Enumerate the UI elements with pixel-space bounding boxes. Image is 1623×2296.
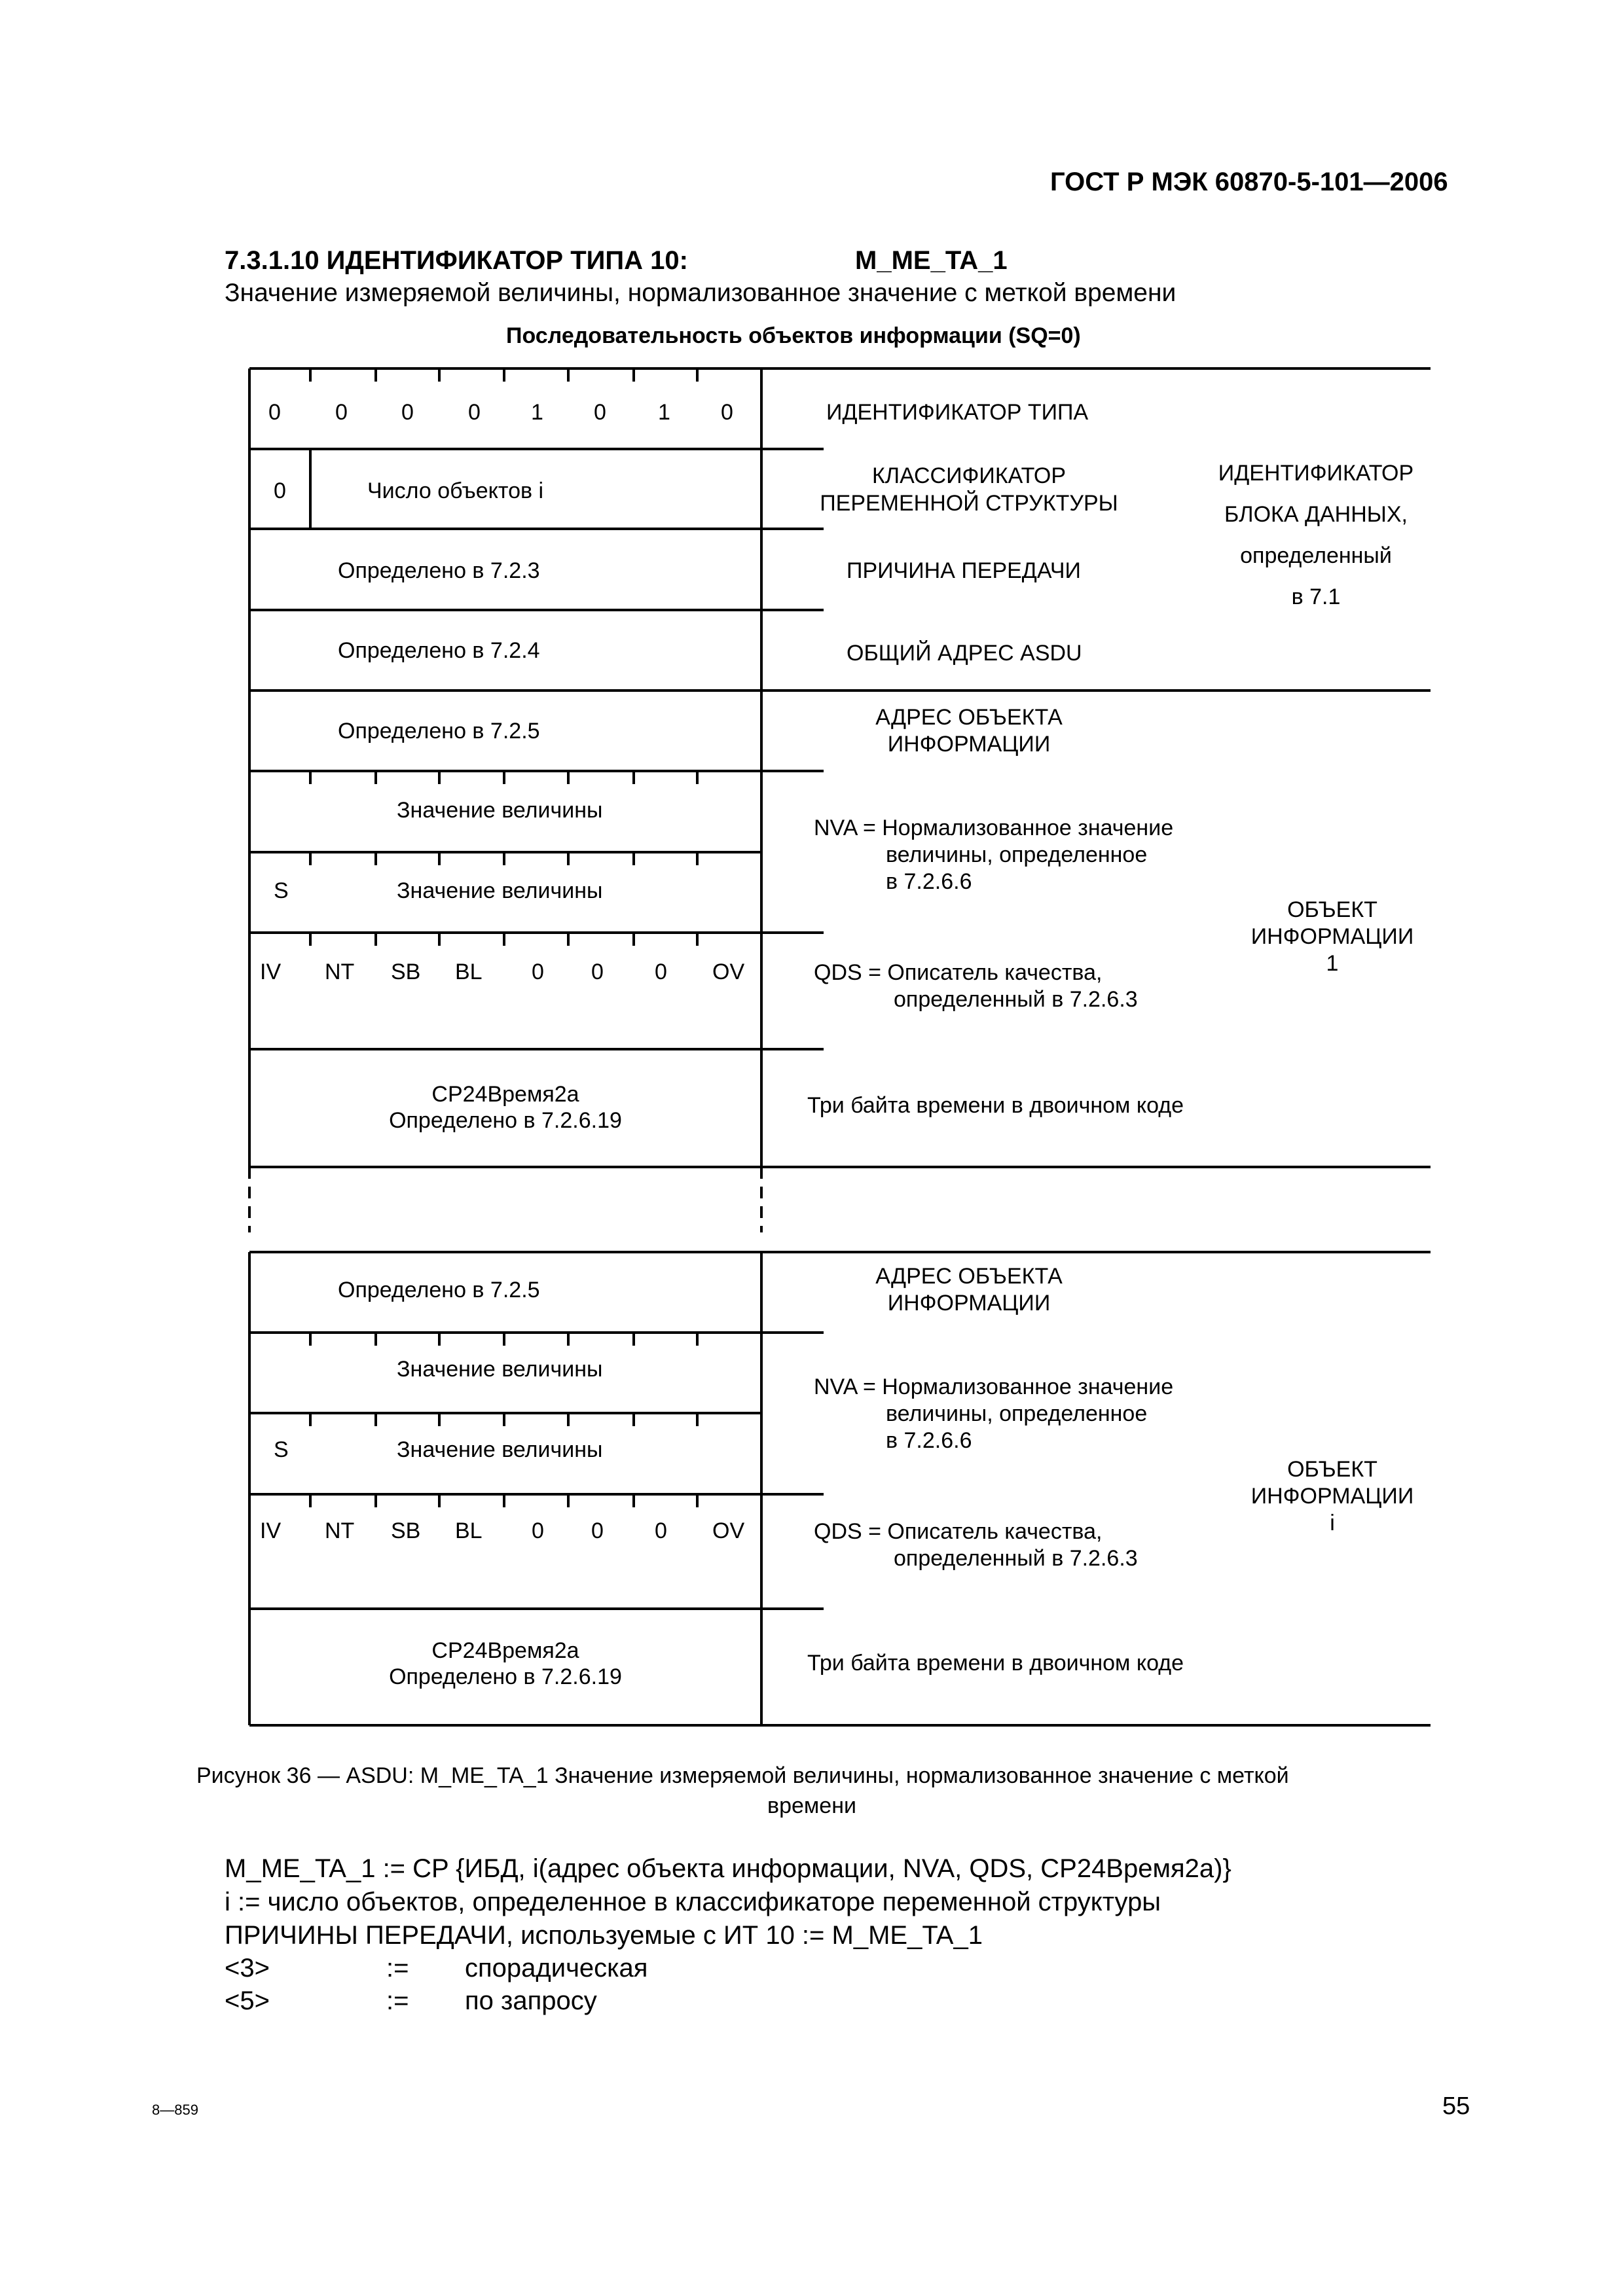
ioa-label-line1: АДРЕС ОБЪЕКТА bbox=[875, 705, 1063, 730]
value-cell-ia: Значение величины bbox=[397, 1357, 603, 1382]
page-number: 55 bbox=[1442, 2092, 1470, 2120]
obj-line2: ИНФОРМАЦИИ bbox=[1250, 1484, 1414, 1509]
causes-heading: ПРИЧИНЫ ПЕРЕДАЧИ, используемые с ИТ 10 := M_ME_TA_1 bbox=[225, 1921, 983, 1950]
definition-line: M_ME_TA_1 := CP {ИБД, i(адрес объекта информации, NVA, QDS, CP24Время2а)} bbox=[225, 1854, 1231, 1883]
dub-line4: в 7.1 bbox=[1291, 584, 1341, 609]
common-address-cell: Определено в 7.2.4 bbox=[338, 638, 540, 663]
qds-line2: определенный в 7.2.6.3 bbox=[894, 987, 1138, 1012]
qds-bit: BL bbox=[455, 1518, 483, 1543]
obj-number: 1 bbox=[1326, 951, 1339, 976]
qds-bit: OV bbox=[712, 1518, 745, 1543]
nva-line2: величины, определенное bbox=[886, 1401, 1148, 1426]
qds-bit: SB bbox=[391, 1518, 421, 1543]
type-id-bit: 0 bbox=[594, 400, 606, 425]
time-label-1: Три байта времени в двоичном коде bbox=[807, 1093, 1184, 1118]
cause-operator: := bbox=[386, 1986, 409, 2015]
time-cell-ref: Определено в 7.2.6.19 bbox=[389, 1664, 622, 1689]
type-id-bit: 0 bbox=[335, 400, 348, 425]
bit-tick-marks bbox=[310, 368, 697, 1507]
ioa-label-i bbox=[766, 1263, 1172, 1317]
time-label-i: Три байта времени в двоичном коде bbox=[807, 1651, 1184, 1676]
standard-designation: ГОСТ Р МЭК 60870-5-101—2006 bbox=[1050, 168, 1448, 196]
vsq-label bbox=[766, 462, 1172, 517]
qds-bit: 0 bbox=[591, 960, 604, 984]
vsq-label-line1: КЛАССИФИКАТОР bbox=[871, 463, 1067, 488]
qds-bit: NT bbox=[325, 960, 355, 984]
dub-line1: ИДЕНТИФИКАТОР bbox=[1218, 461, 1414, 486]
section-subtitle: Значение измеряемой величины, нормализованное значение с меткой времени bbox=[225, 279, 1176, 307]
cause-code: <3> bbox=[225, 1954, 270, 1982]
data-unit-id-label bbox=[1178, 453, 1453, 618]
nva-line1: NVA = Нормализованное значение bbox=[814, 816, 1174, 840]
cause-text: спорадическая bbox=[465, 1954, 648, 1982]
qds-bit: 0 bbox=[655, 960, 667, 984]
qds-bit: OV bbox=[712, 960, 745, 984]
time-cell-1 bbox=[249, 1081, 761, 1134]
type-id-bit: 0 bbox=[721, 400, 733, 425]
vsq-number-label: Число объектов i bbox=[367, 478, 544, 503]
qds-line1: QDS = Описатель качества, bbox=[814, 960, 1103, 985]
qds-bit: 0 bbox=[655, 1518, 667, 1543]
nva-line2: величины, определенное bbox=[886, 842, 1148, 867]
nva-line3: в 7.2.6.6 bbox=[886, 1428, 972, 1453]
ioa-cell-1: Определено в 7.2.5 bbox=[338, 719, 540, 744]
qds-bit: SB bbox=[391, 960, 421, 984]
qds-bit: NT bbox=[325, 1518, 355, 1543]
ioa-label-line1: АДРЕС ОБЪЕКТА bbox=[875, 1264, 1063, 1289]
type-id-bit: 0 bbox=[268, 400, 281, 425]
nva-line3: в 7.2.6.6 bbox=[886, 869, 972, 894]
type-id-label: ИДЕНТИФИКАТОР ТИПА bbox=[826, 400, 1089, 425]
count-line: i := число объектов, определенное в классификаторе переменной структуры bbox=[225, 1888, 1161, 1916]
value-cell-ib: Значение величины bbox=[397, 1437, 603, 1462]
sign-bit-1: S bbox=[274, 878, 289, 903]
dub-line2: БЛОКА ДАННЫХ, bbox=[1224, 502, 1408, 527]
time-cell-name: CP24Время2а bbox=[431, 1638, 579, 1663]
type-id-bit: 1 bbox=[658, 400, 670, 425]
time-cell-name: CP24Время2а bbox=[431, 1082, 579, 1107]
qds-line2: определенный в 7.2.6.3 bbox=[894, 1546, 1138, 1571]
sign-bit-i: S bbox=[274, 1437, 289, 1462]
vsq-sq-bit: 0 bbox=[274, 478, 286, 503]
type-id-bit: 0 bbox=[401, 400, 414, 425]
cause-code: <5> bbox=[225, 1986, 270, 2015]
cause-operator: := bbox=[386, 1954, 409, 1982]
nva-label-i bbox=[814, 1374, 1173, 1454]
value-cell-1b: Значение величины bbox=[397, 878, 603, 903]
type-id-bit: 1 bbox=[531, 400, 543, 425]
info-object-label-i bbox=[1224, 1456, 1440, 1537]
figure-caption-line1: Рисунок 36 — ASDU: M_ME_TA_1 Значение измеряемой величины, нормализованное значение с меткой bbox=[196, 1763, 1289, 1788]
qds-bit: BL bbox=[455, 960, 483, 984]
obj-line2: ИНФОРМАЦИИ bbox=[1250, 924, 1414, 949]
section-title: 7.3.1.10 ИДЕНТИФИКАТОР ТИПА 10: bbox=[225, 246, 688, 275]
qds-bit: IV bbox=[260, 1518, 282, 1543]
nva-line1: NVA = Нормализованное значение bbox=[814, 1374, 1174, 1399]
sequence-title: Последовательность объектов информации (SQ=0) bbox=[506, 323, 1081, 348]
ioa-cell-i: Определено в 7.2.5 bbox=[338, 1278, 540, 1302]
info-object-label-1 bbox=[1224, 897, 1440, 977]
type-id-bit: 0 bbox=[468, 400, 481, 425]
dub-line3: определенный bbox=[1240, 543, 1392, 568]
cot-cell: Определено в 7.2.3 bbox=[338, 558, 540, 583]
value-cell-1a: Значение величины bbox=[397, 798, 603, 823]
qds-label-i bbox=[814, 1518, 1138, 1572]
folio-mark: 8—859 bbox=[152, 2102, 198, 2118]
time-cell-ref: Определено в 7.2.6.19 bbox=[389, 1108, 622, 1133]
qds-bit: 0 bbox=[591, 1518, 604, 1543]
qds-label-1 bbox=[814, 960, 1138, 1013]
cause-text: по запросу bbox=[465, 1986, 597, 2015]
cot-label: ПРИЧИНА ПЕРЕДАЧИ bbox=[847, 558, 1081, 583]
ioa-label-1 bbox=[766, 704, 1172, 758]
obj-line1: ОБЪЕКТ bbox=[1287, 897, 1377, 922]
type-code: M_ME_TA_1 bbox=[855, 246, 1008, 275]
vsq-label-line2: ПЕРЕМЕННОЙ СТРУКТУРЫ bbox=[820, 491, 1118, 516]
nva-label-1 bbox=[814, 815, 1173, 895]
qds-bit: 0 bbox=[532, 960, 544, 984]
time-cell-i bbox=[249, 1638, 761, 1690]
common-address-label: ОБЩИЙ АДРЕС ASDU bbox=[847, 641, 1082, 666]
ioa-label-line2: ИНФОРМАЦИИ bbox=[887, 1291, 1051, 1316]
obj-line1: ОБЪЕКТ bbox=[1287, 1457, 1377, 1482]
figure-caption-line2: времени bbox=[767, 1793, 856, 1818]
obj-number: i bbox=[1330, 1511, 1335, 1535]
qds-line1: QDS = Описатель качества, bbox=[814, 1519, 1103, 1544]
ioa-label-line2: ИНФОРМАЦИИ bbox=[887, 732, 1051, 757]
qds-bit: 0 bbox=[532, 1518, 544, 1543]
qds-bit: IV bbox=[260, 960, 282, 984]
